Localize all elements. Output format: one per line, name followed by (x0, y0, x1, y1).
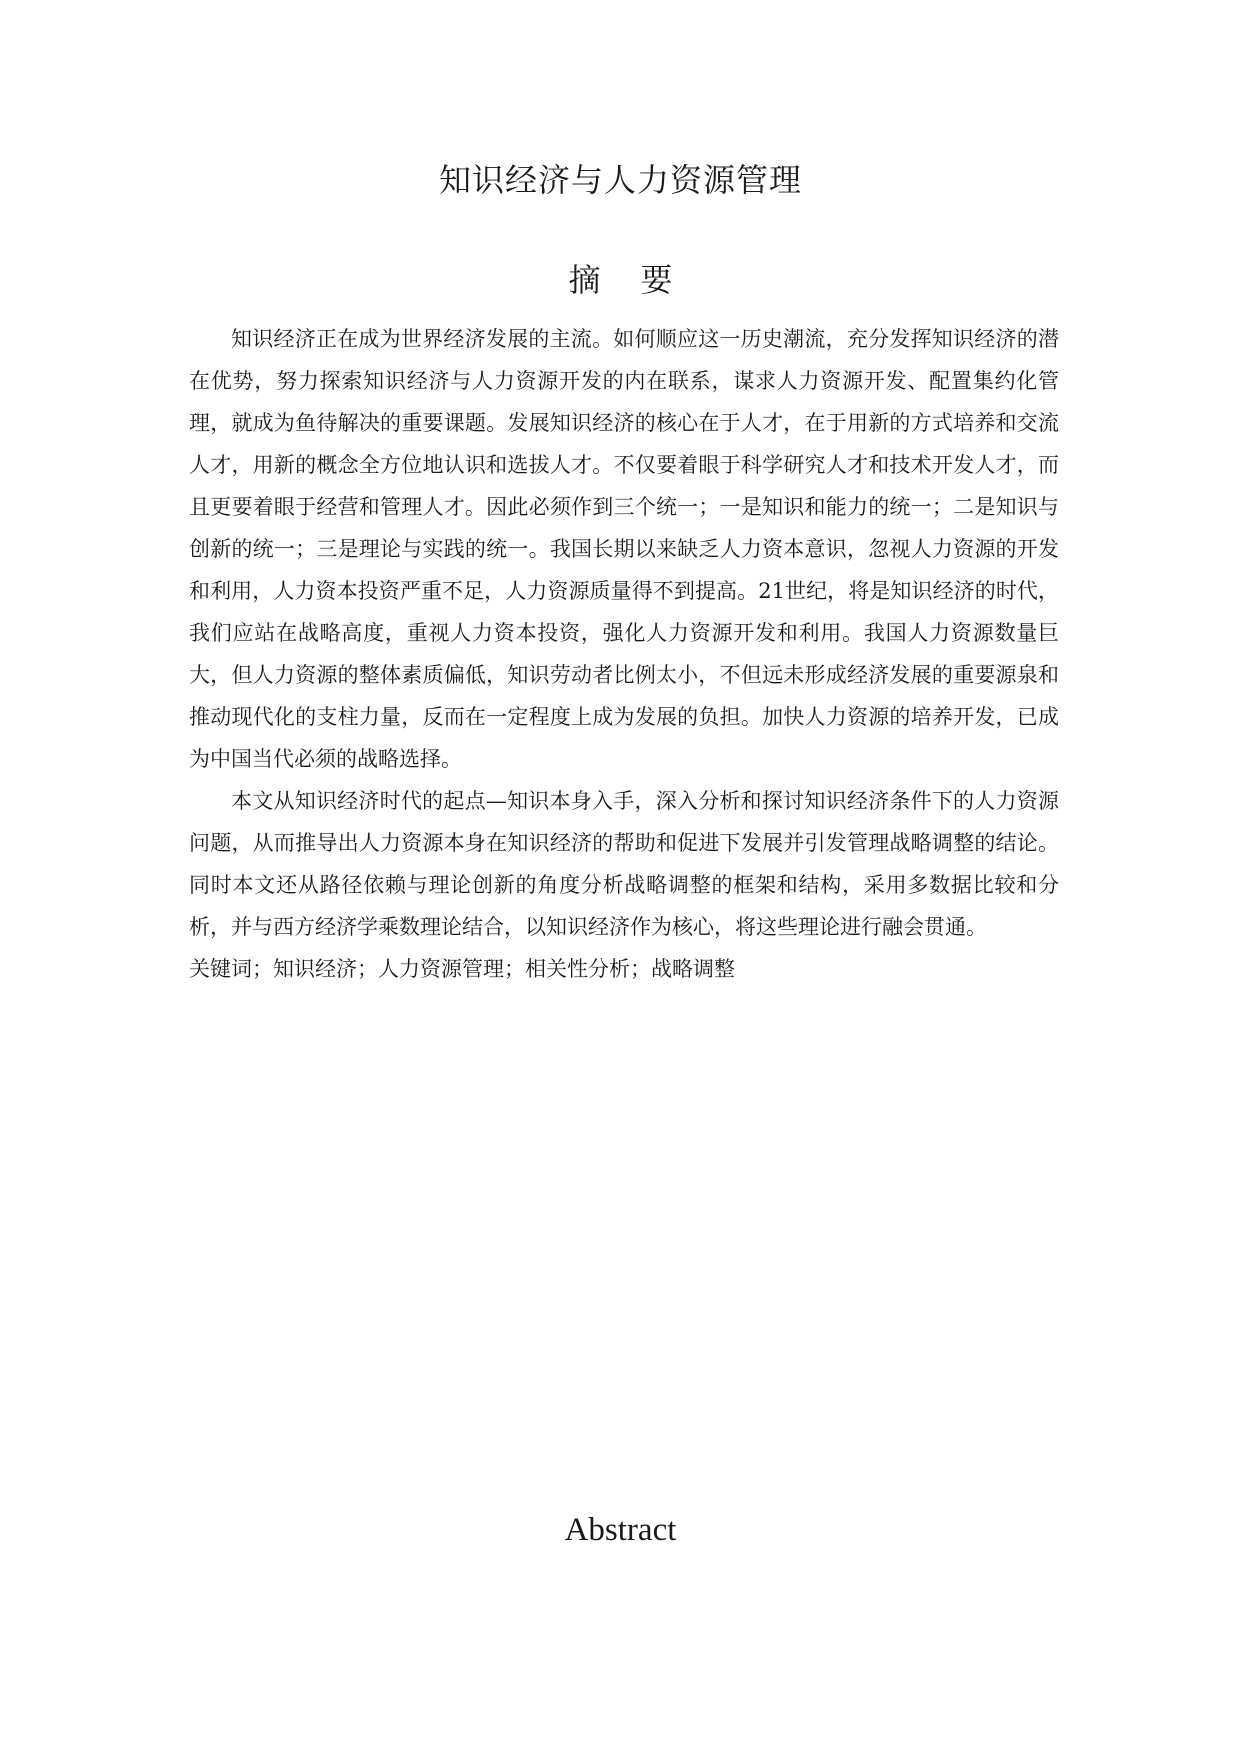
abstract-heading-char-1: 摘 (568, 261, 601, 299)
english-abstract-heading: Abstract (564, 1512, 677, 1548)
abstract-paragraph-2: 本文从知识经济时代的起点—知识本身入手，深入分析和探讨知识经济条件下的人力资源问题，从而推导出人力资源本身在知识经济的帮助和促进下发展并引发管理战略调整的结论。同时本文还从路径依赖与理论创新的角度分析战略调整的框架和结构，采用多数据比较和分析，并与西方经济学乘数理论结合，以知识经济作为核心，将这些理论进行融会贯通。 (189, 789, 1059, 939)
abstract-paragraph-1: 知识经济正在成为世界经济发展的主流。如何顺应这一历史潮流，充分发挥知识经济的潜在优势，努力探索知识经济与人力资源开发的内在联系，谋求人力资源开发、配置集约化管理，就成为鱼待解决的重要课题。发展知识经济的核心在于人才，在于用新的方式培养和交流人才，用新的概念全方位地认识和选拔人才。不仅要着眼于科学研究人才和技术开发人才，而且更要着眼于经营和管理人才。因此必须作到三个统一；一是知识和能力的统一；二是知识与创新的统一；三是理论与实践的统一。我国长期以来缺乏人力资本意识，忽视人力资源的开发和利用，人力资本投资严重不足，人力资源质量得不到提高。21世纪，将是知识经济的时代，我们应站在战略高度，重视人力资本投资，强化人力资源开发和利用。我国人力资源数量巨大，但人力资源的整体素质偏低，知识劳动者比例太小，不但远未形成经济发展的重要源泉和推动现代化的支柱力量，反而在一定程度上成为发展的负担。加快人力资源的培养开发，已成为中国当代必须的战略选择。 (189, 327, 1059, 771)
abstract-heading-char-2: 要 (640, 261, 673, 299)
document-title: 知识经济与人力资源管理 (438, 161, 802, 199)
keywords-line: 关键词；知识经济；人力资源管理；相关性分析；战略调整 (189, 957, 735, 981)
abstract-heading (0, 258, 1241, 302)
abstract-body (189, 318, 1059, 990)
